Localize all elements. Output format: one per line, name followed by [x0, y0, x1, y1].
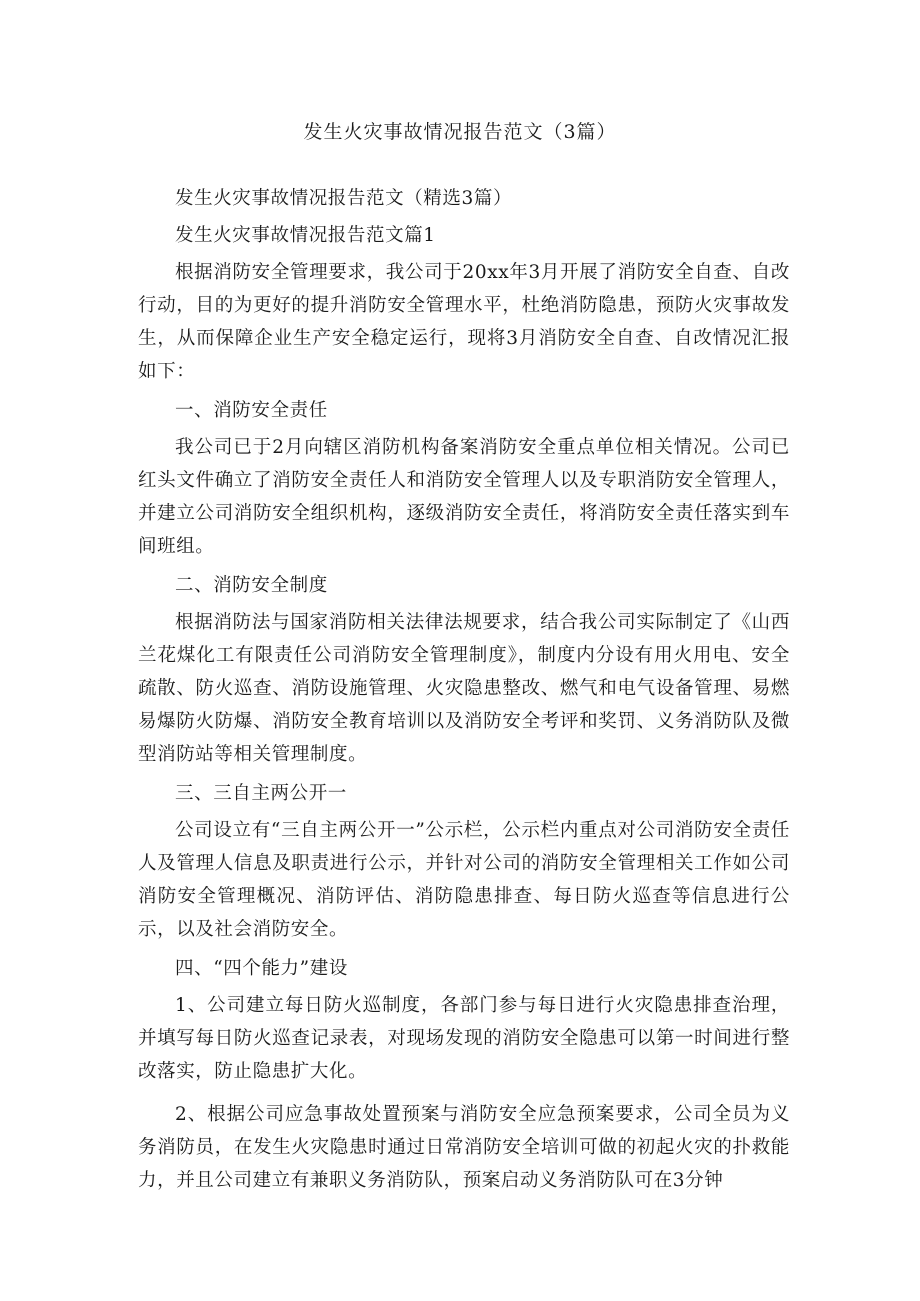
heading-system: 二、消防安全制度 [175, 575, 328, 596]
responsibility-paragraph: 我公司已于2月向辖区消防机构备案消防安全重点单位相关情况。公司已红头文件确立了消防安全责任人和消防安全管理人以及专职消防安全管理人，并建立公司消防安全组织机构，逐级消防安全责任，将消防安全责任落实到车间班组。 [138, 437, 790, 557]
system-paragraph: 根据消防法与国家消防相关法律法规要求，结合我公司实际制定了《山西兰花煤化工有限责任公司消防安全管理制度》，制度内分设有用火用电、安全疏散、防火巡查、消防设施管理、火灾隐患整改、燃气和电气设备管理、易燃易爆防火防爆、消防安全教育培训以及消防安全考评和奖罚、义务消防队及微型消防站等相关管理制度。 [138, 612, 790, 765]
heading-responsibility: 一、消防安全责任 [175, 400, 328, 421]
three-self-paragraph: 公司设立有“三自主两公开一”公示栏，公示栏内重点对公司消防安全责任人及管理人信息及职责进行公示，并针对公司的消防安全管理相关工作如公司消防安全管理概况、消防评估、消防隐患排查、每日防火巡查等信息进行公示，以及社会消防安全。 [138, 820, 790, 940]
heading-three-self: 三、三自主两公开一 [175, 783, 347, 804]
document-body [138, 182, 790, 1203]
intro-paragraph: 根据消防安全管理要求，我公司于20xx年3月开展了消防安全自查、自改行动，目的为更好的提升消防安全管理水平，杜绝消防隐患，预防火灾事故发生，从而保障企业生产安全稳定运行，现将3月消防安全自查、自改情况汇报如下： [138, 262, 790, 382]
heading-four-abilities: 四、“四个能力”建设 [175, 958, 348, 979]
section-title-paragraph: 发生火灾事故情况报告范文篇1 [175, 225, 436, 246]
document-title: 发生火灾事故情况报告范文（3篇） [303, 121, 617, 143]
ability-item-1: 1、公司建立每日防火巡制度，各部门参与每日进行火灾隐患排查治理，并填写每日防火巡查记录表，对现场发现的消防安全隐患可以第一时间进行整改落实，防止隐患扩大化。 [138, 995, 790, 1082]
subtitle-paragraph: 发生火灾事故情况报告范文（精选3篇） [175, 188, 513, 209]
ability-item-2: 2、根据公司应急事故处置预案与消防安全应急预案要求，公司全员为义务消防员，在发生火灾隐患时通过日常消防安全培训可做的初起火灾的扑救能力，并且公司建立有兼职义务消防队，预案启动义务消防队可在3分钟 [138, 1104, 790, 1191]
